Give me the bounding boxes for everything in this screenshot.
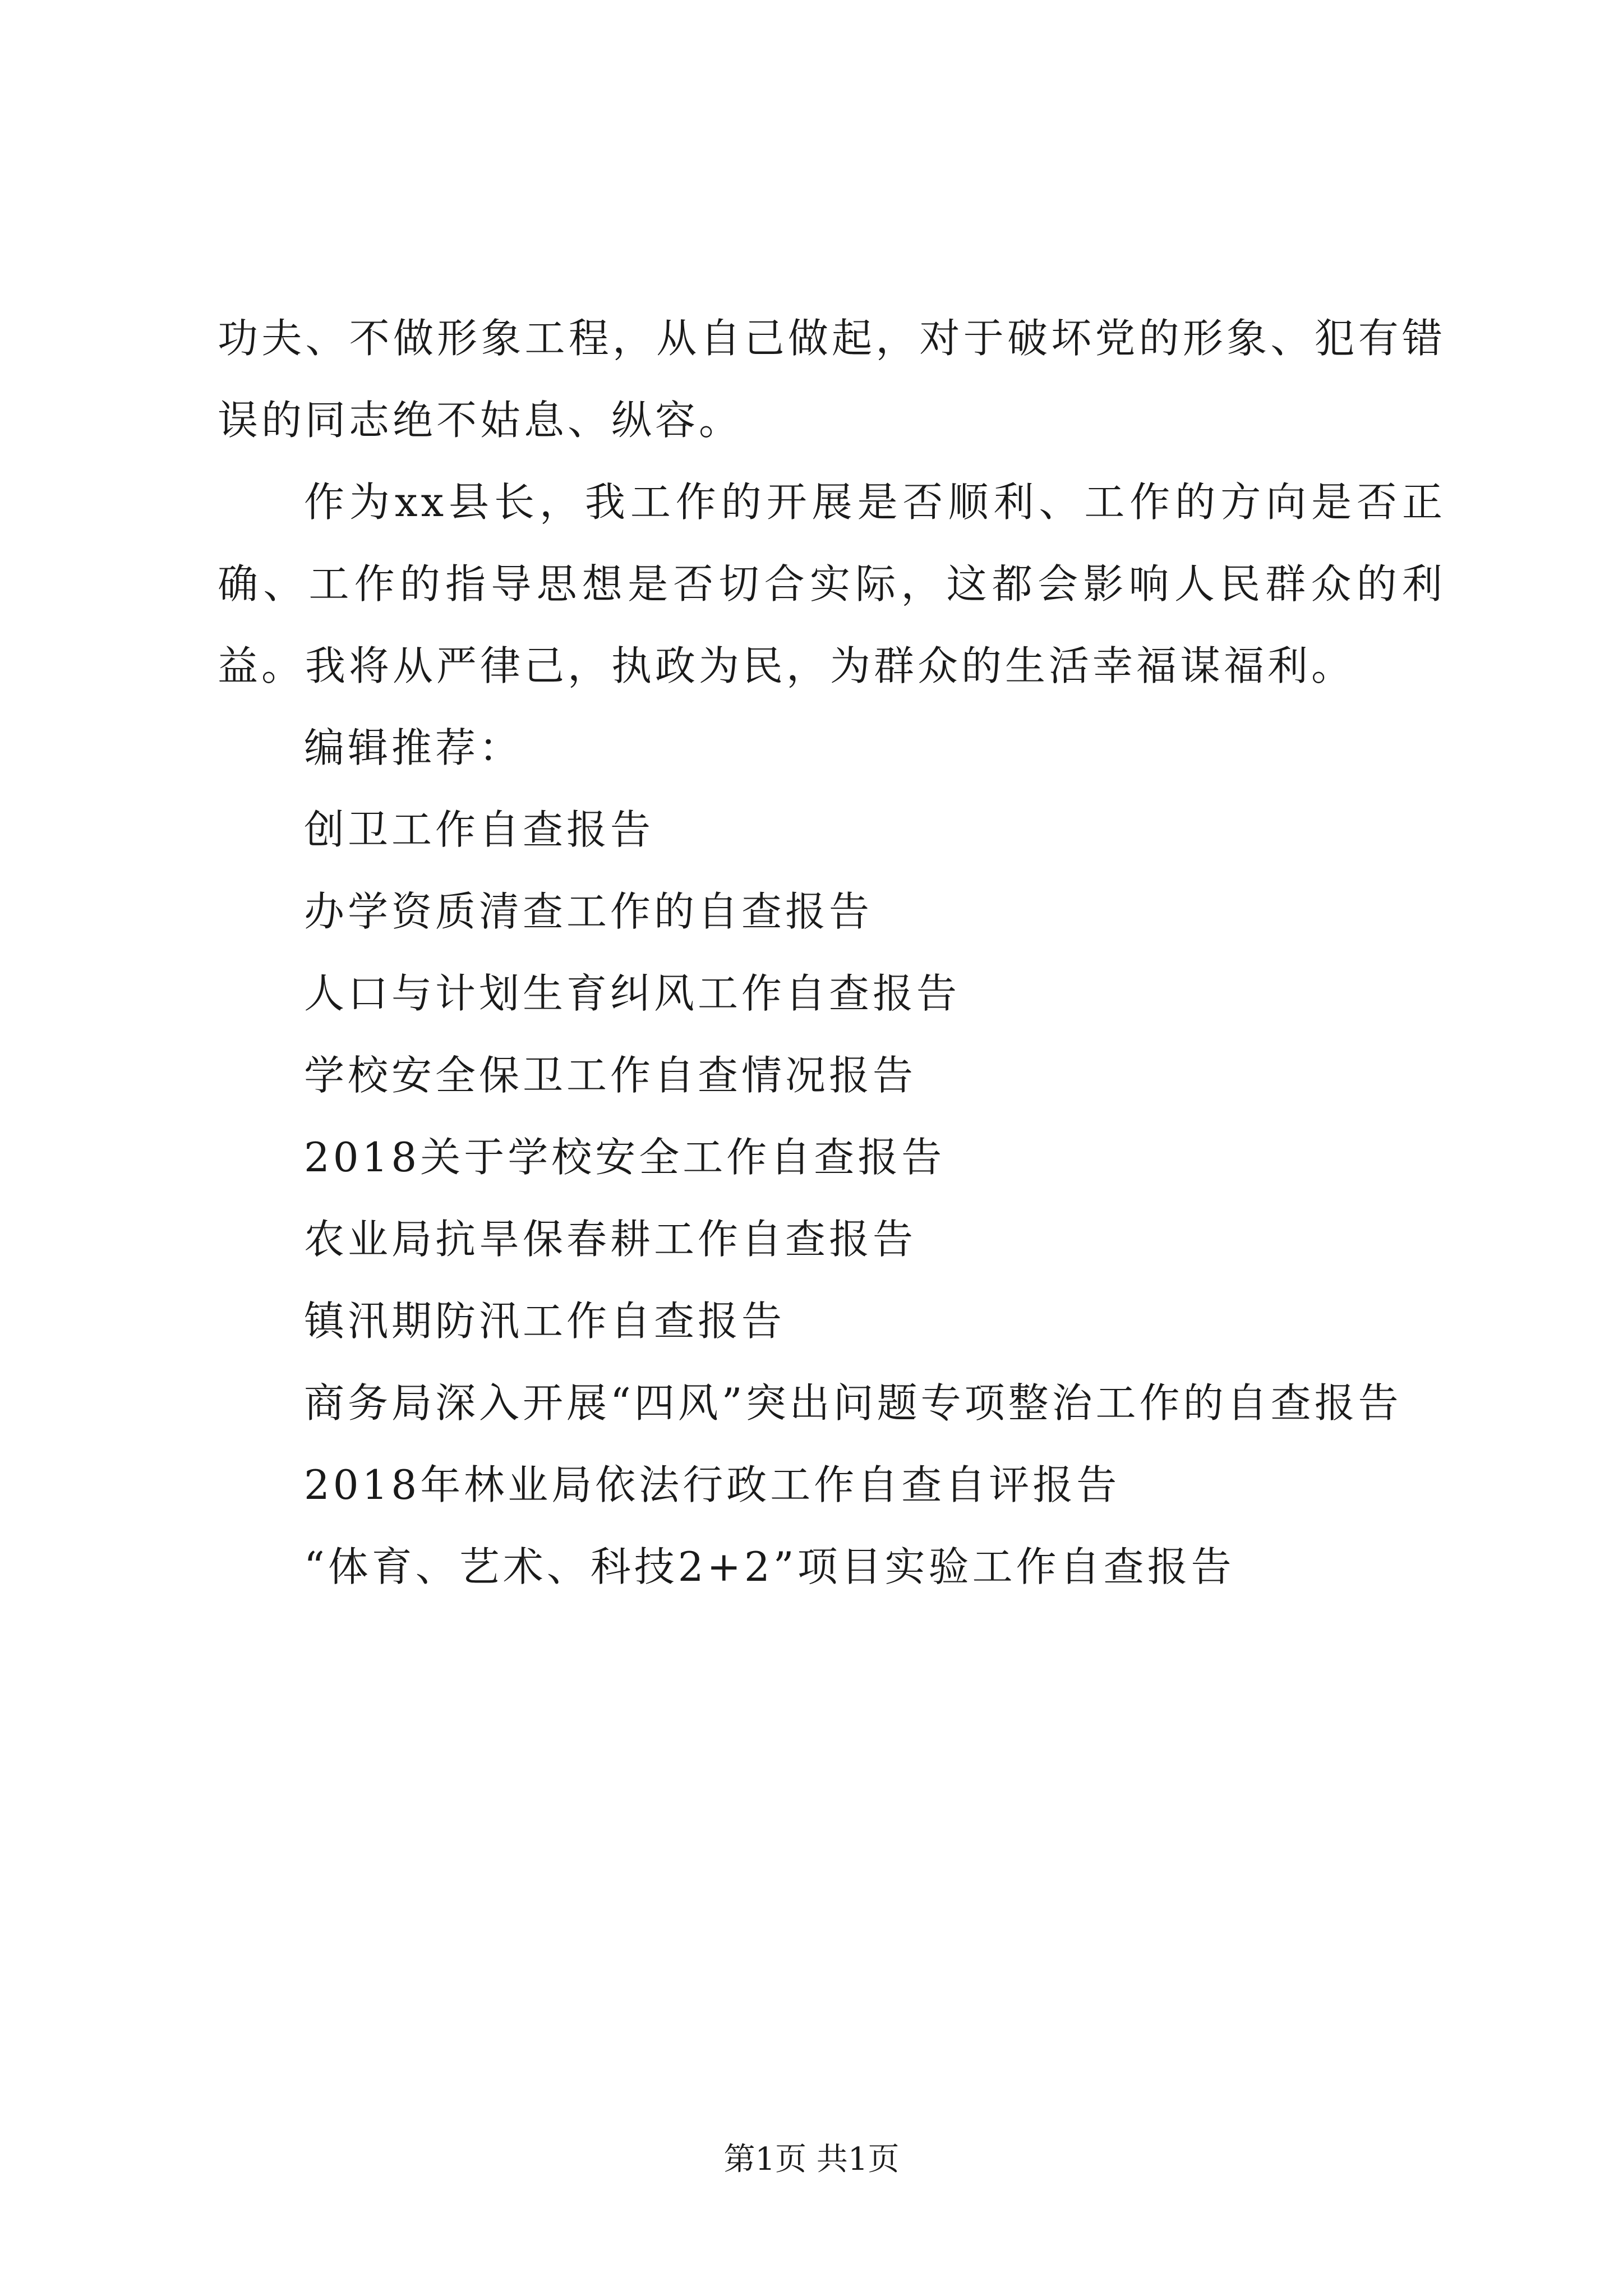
- recommend-item[interactable]: 2018关于学校安全工作自查报告: [304, 1134, 946, 1181]
- document-body: [218, 297, 1446, 1608]
- recommend-item[interactable]: 2018年林业局依法行政工作自查自评报告: [304, 1461, 1121, 1508]
- recommend-item[interactable]: 办学资质清查工作的自查报告: [304, 888, 873, 935]
- paragraph-continuation: 功夫、不做形象工程，从自己做起，对于破坏党的形象、犯有错误的同志绝不姑息、纵容。: [218, 315, 1446, 444]
- recommend-item[interactable]: 创卫工作自查报告: [304, 806, 654, 853]
- paragraph-county-head: 作为xx县长，我工作的开展是否顺利、工作的方向是否正确、工作的指导思想是否切合实际，这都会影响人民群众的利益。我将从严律己，执政为民，为群众的生活幸福谋福利。: [218, 478, 1446, 689]
- recommend-heading: 编辑推荐：: [304, 724, 523, 771]
- recommend-item[interactable]: 商务局深入开展“四风”突出问题专项整治工作的自查报告: [304, 1379, 1402, 1427]
- recommend-item[interactable]: 人口与计划生育纠风工作自查报告: [304, 970, 961, 1017]
- recommend-item[interactable]: 学校安全保卫工作自查情况报告: [304, 1052, 917, 1099]
- recommend-item[interactable]: 农业局抗旱保春耕工作自查报告: [304, 1216, 917, 1263]
- recommend-item[interactable]: 镇汛期防汛工作自查报告: [304, 1297, 786, 1345]
- page-number-footer: 第1页 共1页: [723, 2141, 900, 2178]
- recommend-list: [218, 789, 1446, 1608]
- recommend-item[interactable]: “体育、艺术、科技2+2”项目实验工作自查报告: [304, 1543, 1235, 1590]
